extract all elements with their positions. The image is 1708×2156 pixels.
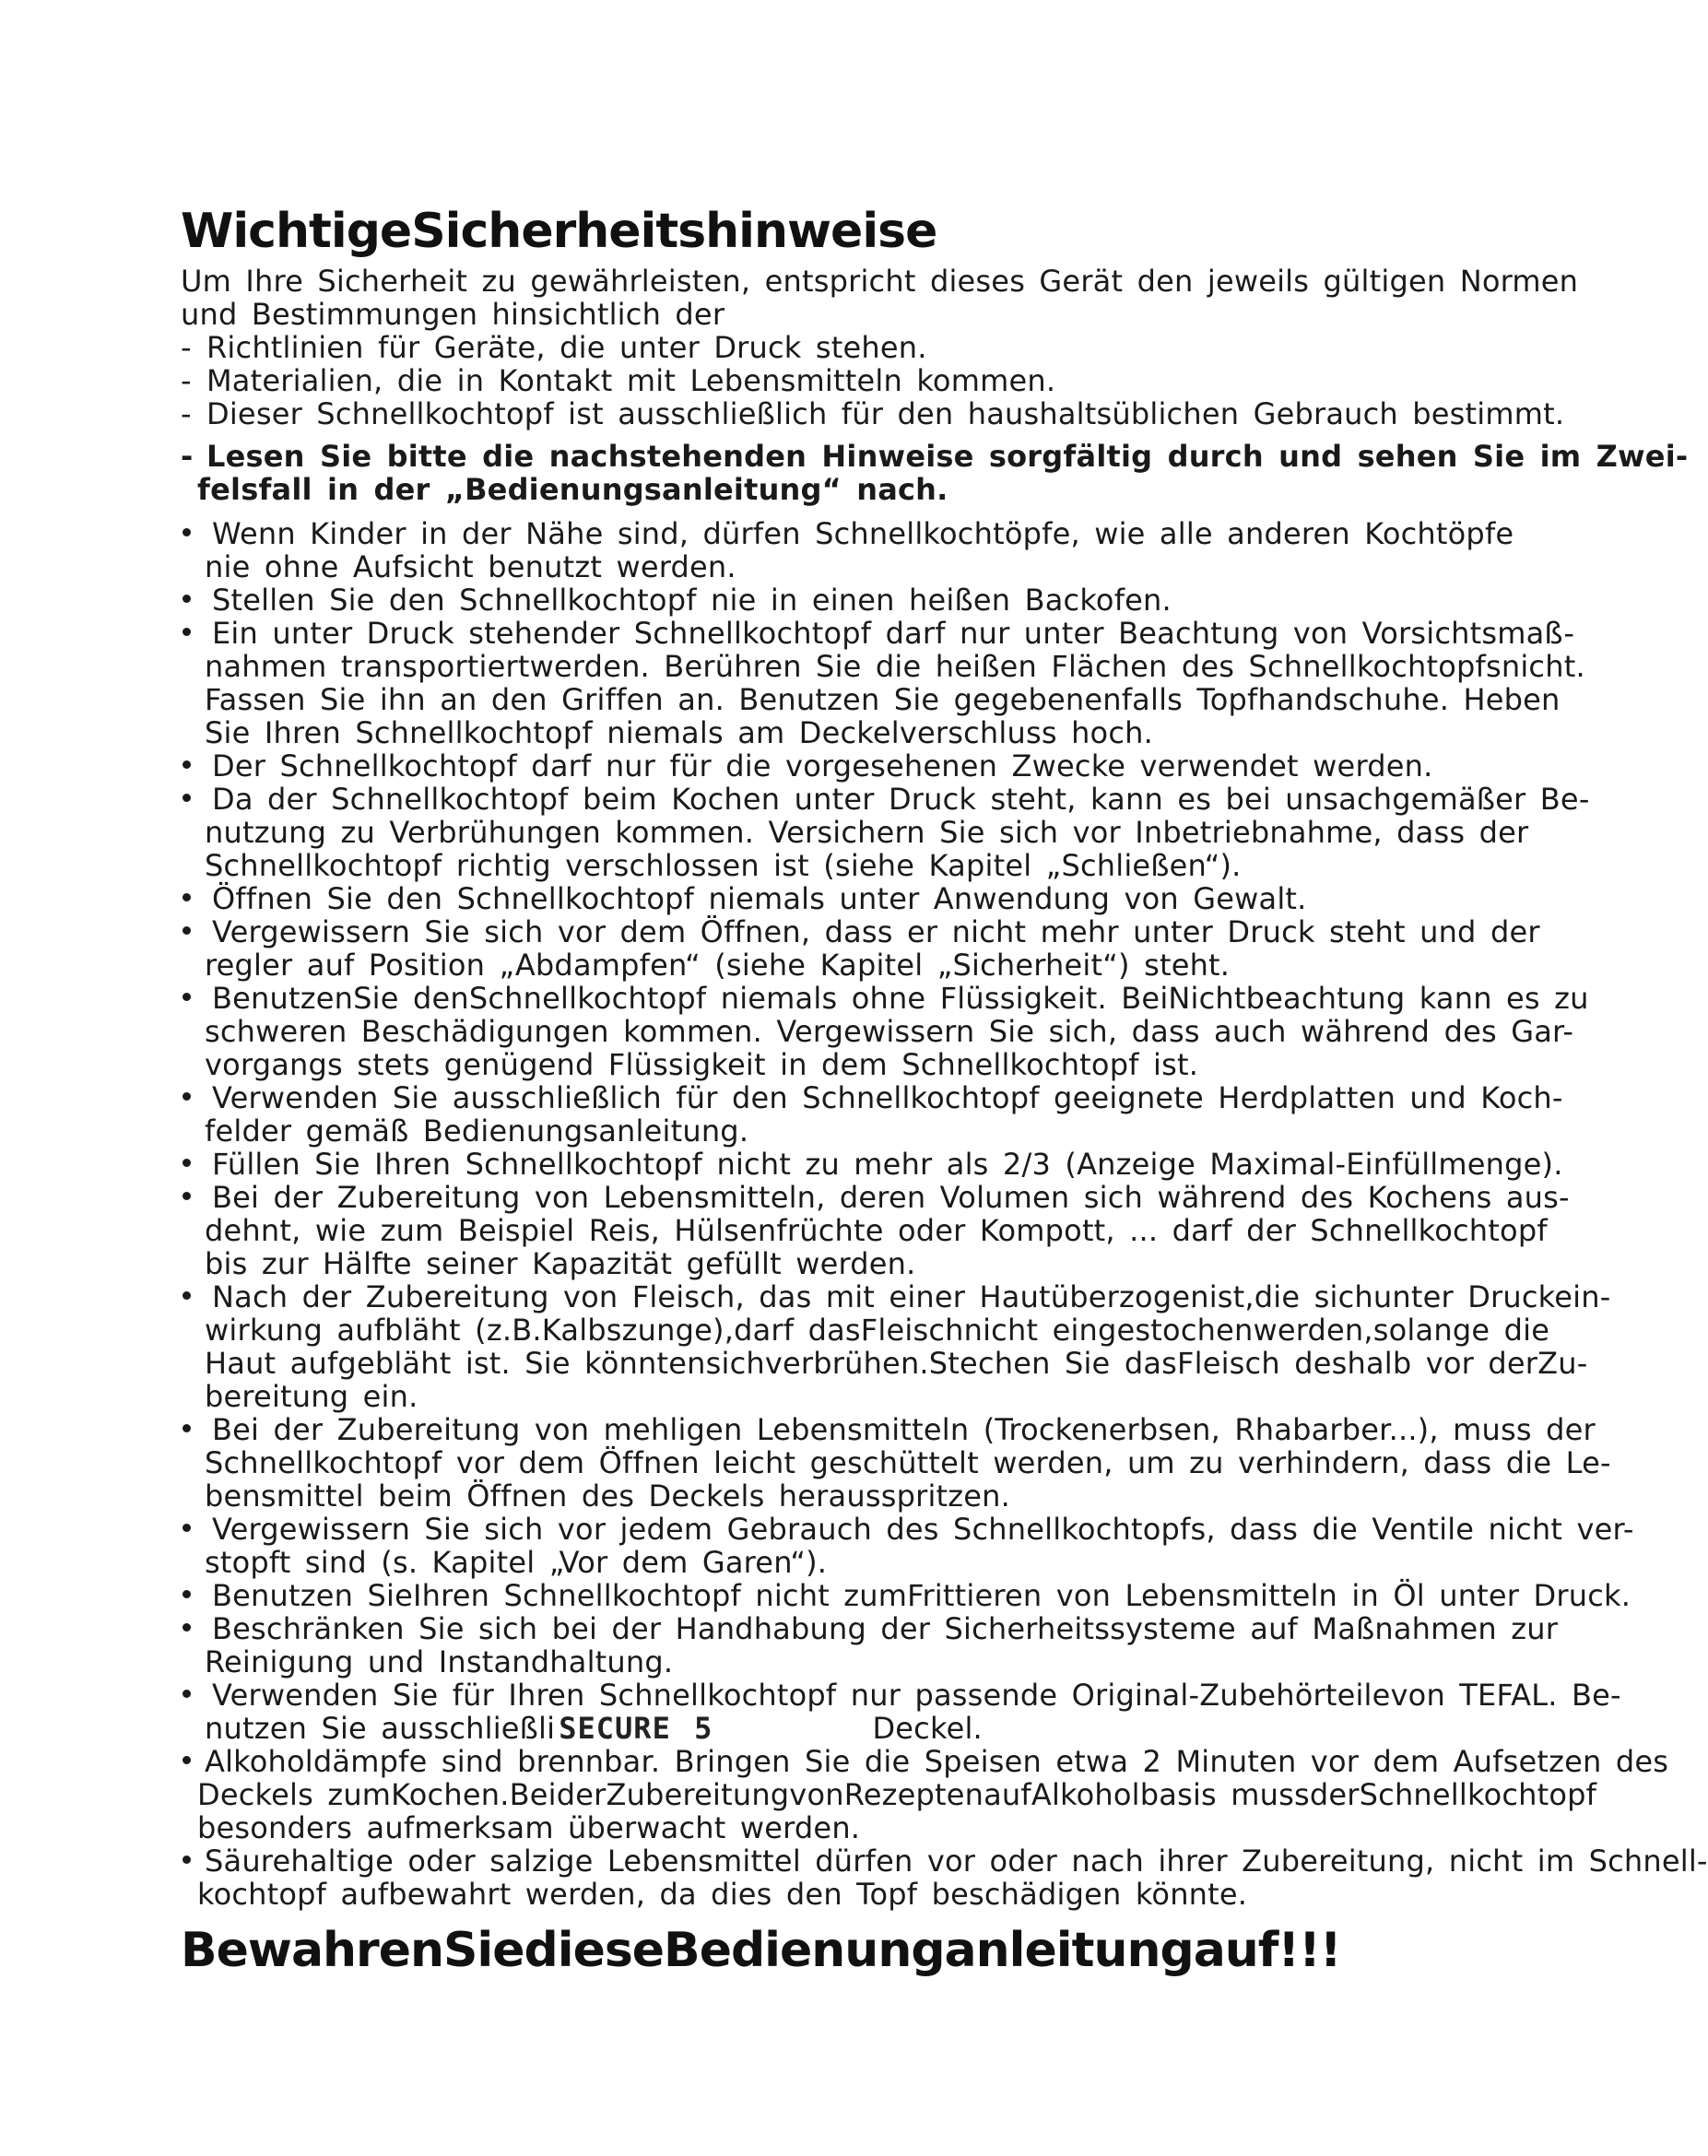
safety-item-line: Da der Schnellkochtopf beim Kochen unter Druck steht, kann es bei unsachgemäßer Be-: [212, 782, 1590, 817]
safety-item-line: Verwenden Sie ausschließlich für den Schnellkochtopf geeignete Herdplatten und Koch-: [212, 1080, 1563, 1115]
safety-item: [181, 1080, 1563, 1149]
safety-item: [181, 1744, 1669, 1845]
safety-item-line: Füllen Sie Ihren Schnellkochtopf nicht zu mehr als 2/3 (Anzeige Maximal-Einfüllmenge).: [212, 1147, 1563, 1182]
safety-item: [181, 1512, 1634, 1580]
safety-item: [181, 914, 1540, 983]
safety-item: [181, 782, 1590, 883]
safety-item-line: Nach der Zubereitung von Fleisch, das mit einer Hautüberzogenist,die sichunter Druckein-: [212, 1279, 1611, 1314]
safety-item-line: Alkoholdämpfe sind brennbar. Bringen Sie die Speisen etwa 2 Minuten vor dem Aufsetzen des: [205, 1744, 1669, 1779]
reading-notice: - Lesen Sie bitte die nachstehenden Hinweise sorgfältig durch und sehen Sie im Zwei- felsfall in der „Bedienungsanleitung“ nach.: [181, 439, 1689, 507]
safety-item-line: Schnellkochtopf richtig verschlossen ist (siehe Kapitel „Schließen“).: [205, 848, 1242, 883]
safety-item-line: Stellen Sie den Schnellkochtopf nie in einen heißen Backofen.: [212, 583, 1172, 618]
bullet-icon: [183, 1756, 191, 1764]
safety-item-line: Benutzen SieIhren Schnellkochtopf nicht zumFrittieren von Lebensmitteln in Öl unter Druck.: [212, 1578, 1631, 1613]
safety-item: [181, 882, 1482, 915]
bullet-icon: [183, 893, 191, 901]
safety-item-line: Bei der Zubereitung von Lebensmitteln, deren Volumen sich während des Kochens aus-: [212, 1180, 1570, 1215]
safety-item: [181, 1279, 1611, 1414]
safety-item-line: bis zur Hälfte seiner Kapazität gefüllt werden.: [205, 1246, 916, 1281]
safety-item-line: Beschränken Sie sich bei der Handhabung der Sicherheitssysteme auf Maßnahmen zur: [212, 1611, 1559, 1646]
safety-item-line: Öffnen Sie den Schnellkochtopf niemals unter Anwendung von Gewalt.: [212, 881, 1307, 916]
bullet-icon: [183, 1590, 191, 1598]
secure5-logo: SECURE 5: [559, 1711, 713, 1746]
safety-item-line: nutzen Sie ausschließli SECURE 5 Deckel.: [205, 1711, 983, 1746]
page-title: WichtigeSicherheitshinweise: [181, 204, 937, 259]
safety-item-line: kochtopf aufbewahrt werden, da dies den Topf beschädigen könnte.: [197, 1877, 1248, 1912]
bullet-icon: [183, 1092, 191, 1101]
safety-item-line: Verwenden Sie für Ihren Schnellkochtopf nur passende Original-Zubehörteilevon TEFAL. Be-: [212, 1678, 1621, 1713]
document-page: [181, 198, 1708, 1912]
bullet-icon: [183, 1856, 191, 1864]
safety-item-line: Schnellkochtopf vor dem Öffnen leicht geschüttelt werden, um zu verhindern, dass die Le-: [205, 1445, 1611, 1480]
safety-item-line: Vergewissern Sie sich vor jedem Gebrauch des Schnellkochtopfs, dass die Ventile nicht ver-: [212, 1512, 1634, 1547]
safety-item-line: felder gemäß Bedienungsanleitung.: [205, 1113, 749, 1149]
footer-heading: BewahrenSiedieseBedienunganleitungauf!!!: [181, 1923, 1341, 1978]
intro-item: - Materialien, die in Kontakt mit Lebensmitteln kommen.: [181, 363, 1056, 398]
safety-list: [181, 516, 1708, 1912]
safety-item-line: regler auf Position „Abdampfen“ (siehe Kapitel „Sicherheit“) steht.: [205, 948, 1231, 983]
bullet-icon: [183, 1424, 191, 1432]
safety-item-line: Vergewissern Sie sich vor dem Öffnen, dass er nicht mehr unter Druck steht und der: [212, 914, 1540, 949]
safety-item-line: nie ohne Aufsicht benutzt werden.: [205, 549, 736, 584]
safety-item-line: Säurehaltige oder salzige Lebensmittel dürfen vor oder nach ihrer Zubereitung, nicht im Schnell-: [205, 1844, 1708, 1879]
safety-item-line: Reinigung und Instandhaltung.: [205, 1644, 674, 1679]
safety-item: [181, 1611, 1559, 1679]
safety-item-line: Wenn Kinder in der Nähe sind, dürfen Schnellkochtöpfe, wie alle anderen Kochtöpfe: [212, 516, 1514, 551]
bullet-icon: [183, 760, 191, 769]
safety-item-line: nutzung zu Verbrühungen kommen. Versichern Sie sich vor Inbetriebnahme, dass der: [205, 815, 1529, 850]
safety-item: [181, 1578, 1631, 1613]
safety-item-line: Haut aufgebläht ist. Sie könntensichverbrühen.Stechen Sie dasFleisch deshalb vor derZu-: [205, 1346, 1588, 1381]
intro-line: Um Ihre Sicherheit zu gewährleisten, entspricht dieses Gerät den jeweils gültigen Normen: [181, 264, 1579, 299]
bullet-icon: [183, 628, 191, 636]
bullet-icon: [183, 1690, 191, 1698]
intro-item: - Richtlinien für Geräte, die unter Druck stehen.: [181, 330, 927, 365]
safety-item-line: dehnt, wie zum Beispiel Reis, Hülsenfrüchte oder Kompott, ... darf der Schnellkochtopf: [205, 1213, 1548, 1248]
bullet-icon: [183, 794, 191, 802]
intro-line: und Bestimmungen hinsichtlich der: [181, 297, 725, 332]
safety-item-line: wirkung aufbläht (z.B.Kalbszunge),darf dasFleischnicht eingestochenwerden,solange die: [205, 1313, 1550, 1348]
safety-item-line: bensmittel beim Öffnen des Deckels herausspritzen.: [205, 1479, 1011, 1514]
bullet-icon: [183, 993, 191, 1001]
safety-item-line: Deckels zumKochen.BeiderZubereitungvonRezeptenaufAlkoholbasis mussderSchnellkochtopf: [197, 1777, 1597, 1812]
safety-item-line: bereitung ein.: [205, 1379, 418, 1414]
safety-item: [181, 1147, 1563, 1182]
bullet-icon: [183, 1524, 191, 1532]
intro-item: - Dieser Schnellkochtopf ist ausschließlich für den haushaltsüblichen Gebrauch bestimmt.: [181, 396, 1565, 431]
safety-item: [181, 1412, 1611, 1514]
safety-item-line: Sie Ihren Schnellkochtopf niemals am Deckelverschluss hoch.: [205, 715, 1153, 750]
safety-item-line: Fassen Sie ihn an den Griffen an. Benutzen Sie gegebenenfalls Topfhandschuhe. Heben: [205, 682, 1561, 717]
safety-item-line: Ein unter Druck stehender Schnellkochtopf darf nur unter Beachtung von Vorsichtsmaß-: [212, 616, 1575, 651]
bullet-icon: [183, 1623, 191, 1632]
safety-item-line: Der Schnellkochtopf darf nur für die vorgesehenen Zwecke verwendet werden.: [212, 748, 1433, 783]
safety-item-line: vorgangs stets genügend Flüssigkeit in dem Schnellkochtopf ist.: [205, 1047, 1199, 1082]
safety-item: [181, 1678, 1621, 1746]
safety-item: [181, 981, 1589, 1082]
safety-item-line: BenutzenSie denSchnellkochtopf niemals ohne Flüssigkeit. BeiNichtbeachtung kann es zu: [212, 981, 1589, 1016]
safety-item: [181, 1844, 1708, 1912]
bullet-icon: [183, 528, 191, 536]
safety-item: [181, 1180, 1570, 1281]
bullet-icon: [183, 1291, 191, 1300]
safety-item-line: stopft sind (s. Kapitel „Vor dem Garen“).: [205, 1545, 828, 1580]
safety-item: [181, 583, 1482, 617]
safety-item-line: Bei der Zubereitung von mehligen Lebensmitteln (Trockenerbsen, Rhabarber...), muss der: [212, 1412, 1596, 1447]
safety-item-line: besonders aufmerksam überwacht werden.: [197, 1810, 861, 1845]
bullet-icon: [183, 926, 191, 935]
bullet-icon: [183, 595, 191, 603]
bullet-icon: [183, 1192, 191, 1200]
safety-item: [181, 616, 1585, 750]
safety-item-line: schweren Beschädigungen kommen. Vergewissern Sie sich, dass auch während des Gar-: [205, 1014, 1574, 1049]
safety-item: [181, 516, 1514, 584]
safety-item: [181, 749, 1482, 783]
bullet-icon: [183, 1159, 191, 1167]
safety-item-line: nahmen transportiertwerden. Berühren Sie die heißen Flächen des Schnellkochtopfsnicht.: [205, 649, 1585, 684]
